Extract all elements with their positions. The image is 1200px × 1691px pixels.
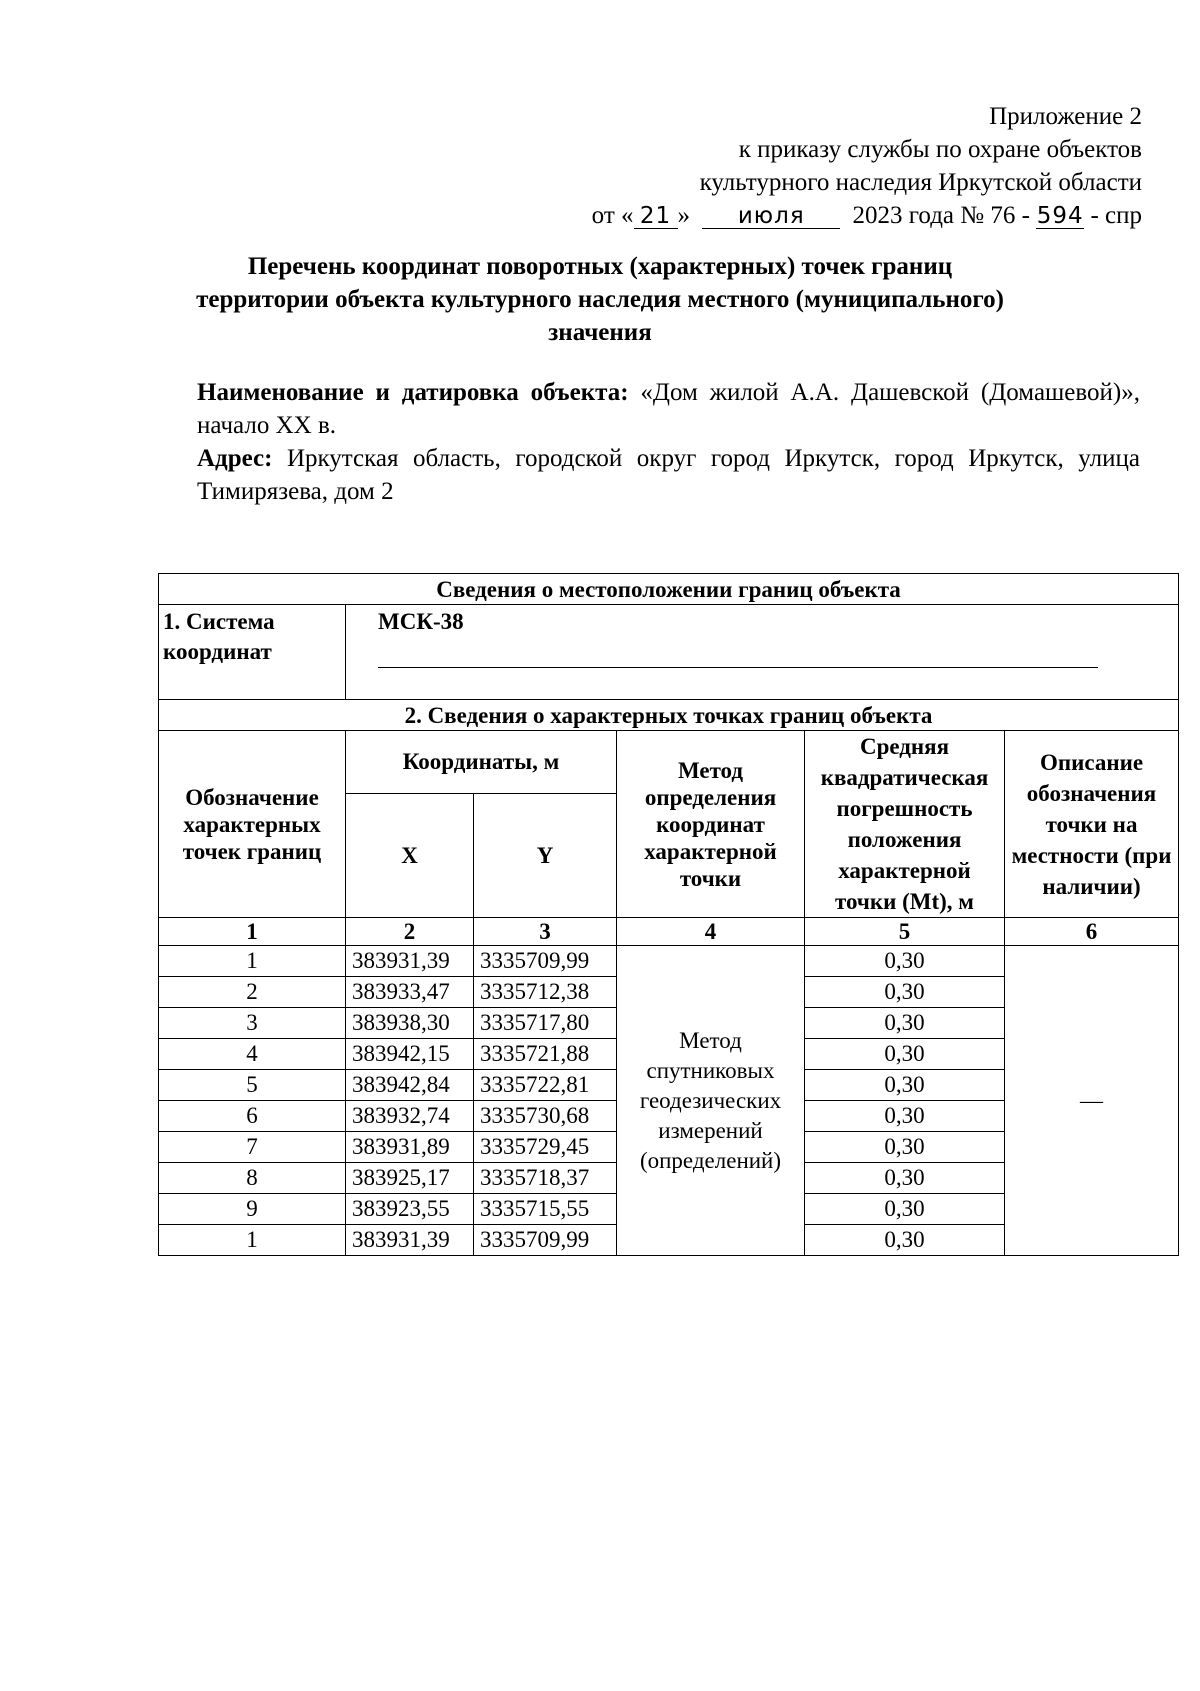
point-x: 383942,84 [346,1070,474,1101]
date-prefix: от « [591,202,634,229]
point-mt: 0,30 [805,1070,1005,1101]
point-id: 7 [159,1132,346,1163]
point-y: 3335729,45 [474,1132,617,1163]
point-y: 3335717,80 [474,1008,617,1039]
point-x: 383932,74 [346,1101,474,1132]
point-mt: 0,30 [805,1039,1005,1070]
coordinate-system-cell [346,605,1179,700]
appendix-header [592,100,1142,232]
appendix-number: Приложение 2 [989,103,1142,130]
appendix-authority: культурного наследия Иркутской области [699,169,1142,196]
point-y: 3335730,68 [474,1101,617,1132]
order-number-handwritten: 594 [1036,203,1084,229]
object-name-value: «Дом жилой А.А. Дашевской (Домашевой)», начало XX в. [197,379,1140,439]
point-mt: 0,30 [805,1225,1005,1256]
point-x: 383942,15 [346,1039,474,1070]
point-x: 383923,55 [346,1194,474,1225]
coordinate-system-underline [378,637,1098,668]
object-address-value: Иркутская область, городской округ город Иркутск, город Иркутск, улица Тимирязева, дом 2 [197,445,1140,505]
col-number: 4 [617,918,805,946]
point-mt: 0,30 [805,1008,1005,1039]
object-name [197,376,1140,442]
point-y: 3335709,99 [474,946,617,977]
date-month-handwritten: июля [702,204,840,229]
point-mt: 0,30 [805,946,1005,977]
col-number: 6 [1005,918,1179,946]
date-year-text: 2023 года № 76 - [852,202,1030,229]
method-cell: Метод спутниковых геодезических измерений (определений) [617,946,805,1256]
point-x: 383938,30 [346,1008,474,1039]
point-id: 3 [159,1008,346,1039]
col-number: 1 [159,918,346,946]
col-header-x: X [346,793,474,917]
date-close: » [677,202,691,229]
col-number: 2 [346,918,474,946]
point-y: 3335722,81 [474,1070,617,1101]
point-x: 383933,47 [346,977,474,1008]
point-id: 1 [159,946,346,977]
points-header: 2. Сведения о характерных точках границ объекта [159,700,1179,731]
description-cell: — [1005,946,1179,1256]
title-line-2: территории объекта культурного наследия местного (муниципального) [196,286,1004,313]
coordinate-system-label: 1. Система координат [159,605,346,700]
order-suffix: - спр [1090,202,1142,229]
point-x: 383931,39 [346,1225,474,1256]
appendix-date-line [592,199,1142,232]
point-id: 2 [159,977,346,1008]
appendix-order-ref: к приказу службы по охране объектов [738,136,1142,163]
coordinate-system-value: МСК-38 [378,609,464,634]
point-mt: 0,30 [805,1194,1005,1225]
point-id: 1 [159,1225,346,1256]
object-info [197,376,1140,508]
col-header-y: Y [474,793,617,917]
document-title [160,250,1040,349]
point-y: 3335718,37 [474,1163,617,1194]
point-x: 383925,17 [346,1163,474,1194]
point-id: 5 [159,1070,346,1101]
point-mt: 0,30 [805,1101,1005,1132]
object-address-label: Адрес: [197,445,273,472]
point-id: 4 [159,1039,346,1070]
col-number: 3 [474,918,617,946]
point-mt: 0,30 [805,1132,1005,1163]
col-header-method: Метод определения координат характерной точки [617,731,805,918]
col-header-coordinates: Координаты, м [346,731,617,794]
point-mt: 0,30 [805,977,1005,1008]
coordinates-table [158,573,1179,1256]
col-header-error: Средняя квадратическая погрешность положения характерной точки (Mt), м [805,731,1005,918]
point-y: 3335715,55 [474,1194,617,1225]
date-day-handwritten: 21 [634,204,678,229]
table-row [159,946,1179,977]
point-y: 3335721,88 [474,1039,617,1070]
object-name-label: Наименование и датировка объекта: [197,379,629,406]
point-x: 383931,39 [346,946,474,977]
point-id: 9 [159,1194,346,1225]
point-id: 8 [159,1163,346,1194]
title-line-1: Перечень координат поворотных (характерных) точек границ [247,253,953,280]
col-header-description: Описание обозначения точки на местности (при наличии) [1005,731,1179,918]
point-y: 3335709,99 [474,1225,617,1256]
object-address [197,442,1140,508]
point-x: 383931,89 [346,1132,474,1163]
point-mt: 0,30 [805,1163,1005,1194]
column-number-row [159,918,1179,946]
col-number: 5 [805,918,1005,946]
table-header: Сведения о местоположении границ объекта [159,574,1179,605]
point-id: 6 [159,1101,346,1132]
point-y: 3335712,38 [474,977,617,1008]
title-line-3: значения [548,319,652,346]
col-header-designation: Обозначение характерных точек границ [159,731,346,918]
